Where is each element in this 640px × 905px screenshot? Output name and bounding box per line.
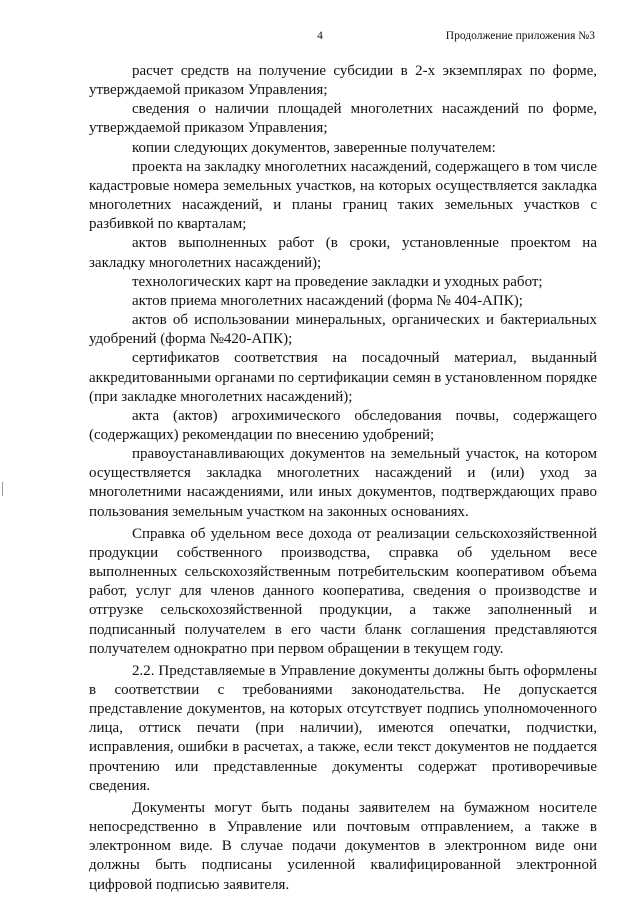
paragraph-plantation-area-info: сведения о наличии площадей многолетних насаждений по форме, утверждаемой приказом Управления; [89,101,597,137]
document-body [89,62,597,895]
appendix-continuation-note: Продолжение приложения №3 [445,30,595,42]
paragraph-land-title-documents: правоустанавливающих документов на земельный участок, на котором осуществляется закладка многолетних насаждений и (или) уход за многолетними насаждениями, или иных документов, подтверждающих право пользования земельным участком на законных основаниях. [89,446,597,520]
paragraph-planting-project: проекта на закладку многолетних насаждений, содержащего в том числе кадастровые номера земельных участков, на которых осуществляется закладка многолетних насаждений, и планы границ таких земельных участков с разбивкой по кварталам; [89,158,597,233]
paragraph-technological-maps: технологических карт на проведение закладки и уходных работ; [132,273,543,290]
paragraph-document-requirements: 2.2. Представляемые в Управление документы должны быть оформлены в соответствии с требованиями законодательства. Не допускается представление документов, на которых отсутствует подпись уполномоченного лица, оттиск печати (при наличии), имеются опечатки, подчистки, исправления, ошибки в расчетах, а также, если текст документов не поддается прочтению или представленные документы содержат противоречивые сведения. [89,662,597,794]
margin-mark [2,482,3,496]
paragraph-document-copies-intro: копии следующих документов, заверенные получателем: [132,139,496,156]
paragraph-subsidy-calculation: расчет средств на получение субсидии в 2-х экземплярах по форме, утверждаемой приказом Управления; [89,63,597,99]
paragraph-conformity-certificates: сертификатов соответствия на посадочный материал, выданный аккредитованными органами по сертификации семян в установленном порядке (при закладке многолетних насаждений); [89,350,597,405]
paragraph-soil-survey-acts: акта (актов) агрохимического обследования почвы, содержащего (содержащих) рекомендации по внесению удобрений; [89,407,597,443]
paragraph-acceptance-acts: актов приема многолетних насаждений (форма № 404-АПК); [132,292,523,309]
paragraph-submission-methods: Документы могут быть поданы заявителем на бумажном носителе непосредственно в Управление или почтовым отправлением, а также в электронном виде. В случае подачи документов в электронном виде они должны быть подписаны усиленной квалифицированной электронной цифровой подписью заявителя. [89,799,597,893]
paragraph-income-share-certificate: Справка об удельном весе дохода от реализации сельскохозяйственной продукции собственного производства, справка об удельном весе выполненных сельскохозяйственным потребительским кооперативом объема работ, услуг для членов данного кооператива, сведения о производстве и отгрузке сельскохозяйственной продукции, а также заполненный и подписанный получателем в его части бланк соглашения представляются получателем однократно при первом обращении в текущем году. [89,525,597,657]
paragraph-fertilizer-acts: актов об использовании минеральных, органических и бактериальных удобрений (форма №420-АПК); [89,312,597,348]
page-number: 4 [317,30,323,42]
paragraph-completed-works-acts: актов выполненных работ (в сроки, установленные проектом на закладку многолетних насаждений); [89,235,597,271]
